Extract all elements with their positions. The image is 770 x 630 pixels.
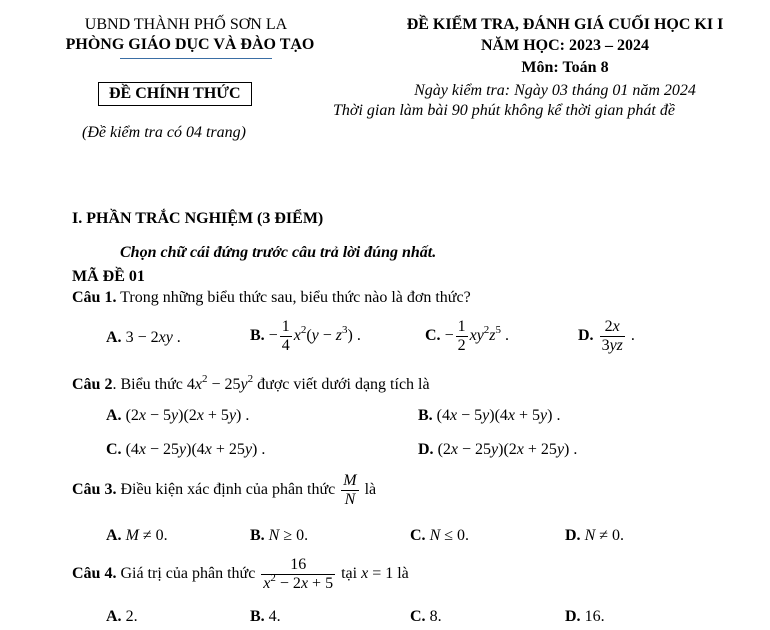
instruction: Chọn chữ cái đứng trước câu trả lời đúng nhất. [120,244,437,261]
fraction-m-n: $\frac{M}{N}$ [343,472,357,508]
option-expr: (2x − 25y)(2x + 25y) . [437,441,578,458]
question-3 [72,472,376,509]
pages-note: (Đề kiểm tra có 04 trang) [82,124,246,141]
subject: Môn: Toán 8 [521,59,609,76]
q4-option-c[interactable] [410,608,442,626]
q2-option-b[interactable] [418,407,560,425]
official-label: ĐỀ CHÍNH THỨC [98,82,252,106]
option-expr: 3 − 2xy . [125,329,181,346]
option-letter: C. [425,327,441,345]
school-year: NĂM HỌC: 2023 – 2024 [481,37,649,54]
option-letter: D. [418,441,434,458]
q3-option-a[interactable] [106,527,168,545]
org-line-1: UBND THÀNH PHỐ SƠN LA [84,16,288,33]
option-expr: 2. [125,608,138,625]
option-expr: 16. [584,608,605,625]
question-label: Câu 4. [72,565,117,583]
option-letter: A. [106,329,122,346]
option-letter: B. [418,407,433,424]
duration: Thời gian làm bài 90 phút không kể thời gian phát đề [333,102,675,119]
option-expr: 8. [429,608,442,625]
question-label: Câu 1. [72,289,117,306]
option-letter: B. [250,327,265,345]
exam-code: MÃ ĐỀ 01 [72,268,145,285]
option-letter: D. [565,608,581,625]
question-text: Điều kiện xác định của phân thức [120,481,336,499]
question-text-after: là [364,481,377,499]
option-letter: A. [106,407,122,424]
q1-option-d[interactable] [578,318,635,355]
option-expr: (4x − 25y)(4x + 25y) . [125,441,266,458]
q4-option-b[interactable] [250,608,281,626]
option-letter: B. [250,527,265,544]
option-expr: N ≠ 0. [584,527,625,544]
option-letter: A. [106,527,122,544]
option-expr: N ≤ 0. [429,527,470,544]
q2-option-d[interactable] [418,441,577,459]
q1-option-a[interactable] [106,329,181,347]
question-text-after: tại x = 1 là [341,565,409,583]
question-text: Giá trị của phân thức [120,565,256,583]
option-letter: B. [250,608,265,625]
question-1 [72,289,471,307]
option-letter: C. [106,441,122,458]
option-expr: $\frac{2x}{3yz}$ . [601,318,635,354]
q1-option-c[interactable] [425,318,509,355]
q2-option-a[interactable] [106,407,249,425]
question-label: Câu 2 [72,376,113,393]
exam-title: ĐỀ KIỂM TRA, ĐÁNH GIÁ CUỐI HỌC KI I [406,16,724,33]
q3-option-c[interactable] [410,527,469,545]
q1-option-b[interactable] [250,318,361,355]
option-letter: A. [106,608,122,625]
q3-option-d[interactable] [565,527,624,545]
option-expr: N ≥ 0. [268,527,309,544]
option-letter: D. [565,527,581,544]
question-2 [72,373,430,394]
option-expr: 4. [268,608,281,625]
org-line-2: PHÒNG GIÁO DỤC VÀ ĐÀO TẠO [65,36,315,53]
option-expr: (4x − 5y)(4x + 5y) . [436,407,561,424]
question-text: Trong những biểu thức sau, biểu thức nào là đơn thức? [120,289,471,306]
question-4 [72,556,409,593]
org-underline [120,58,272,59]
option-letter: D. [578,327,594,345]
question-text: . Biểu thức $4x^2 - 25y^2$ được viết dưới dạng tích là [112,373,430,393]
q4-option-d[interactable] [565,608,605,626]
q2-option-c[interactable] [106,441,265,459]
option-expr: − $\frac{1}{2}$ $xy^2z^5$ . [444,318,510,354]
q4-option-a[interactable] [106,608,138,626]
exam-date: Ngày kiểm tra: Ngày 03 tháng 01 năm 2024 [414,82,696,99]
option-letter: C. [410,608,426,625]
option-expr: M ≠ 0. [125,527,168,544]
q3-option-b[interactable] [250,527,308,545]
option-expr: (2x − 5y)(2x + 5y) . [125,407,250,424]
section-title: I. PHẦN TRẮC NGHIỆM (3 ĐIỂM) [72,210,324,227]
question-label: Câu 3. [72,481,117,499]
option-expr: − $\frac{1}{4}$ $x^2(y - z^3)$ . [268,318,361,354]
fraction-16: $\frac{16}{x^2 - 2x + 5}$ [263,556,334,592]
option-letter: C. [410,527,426,544]
